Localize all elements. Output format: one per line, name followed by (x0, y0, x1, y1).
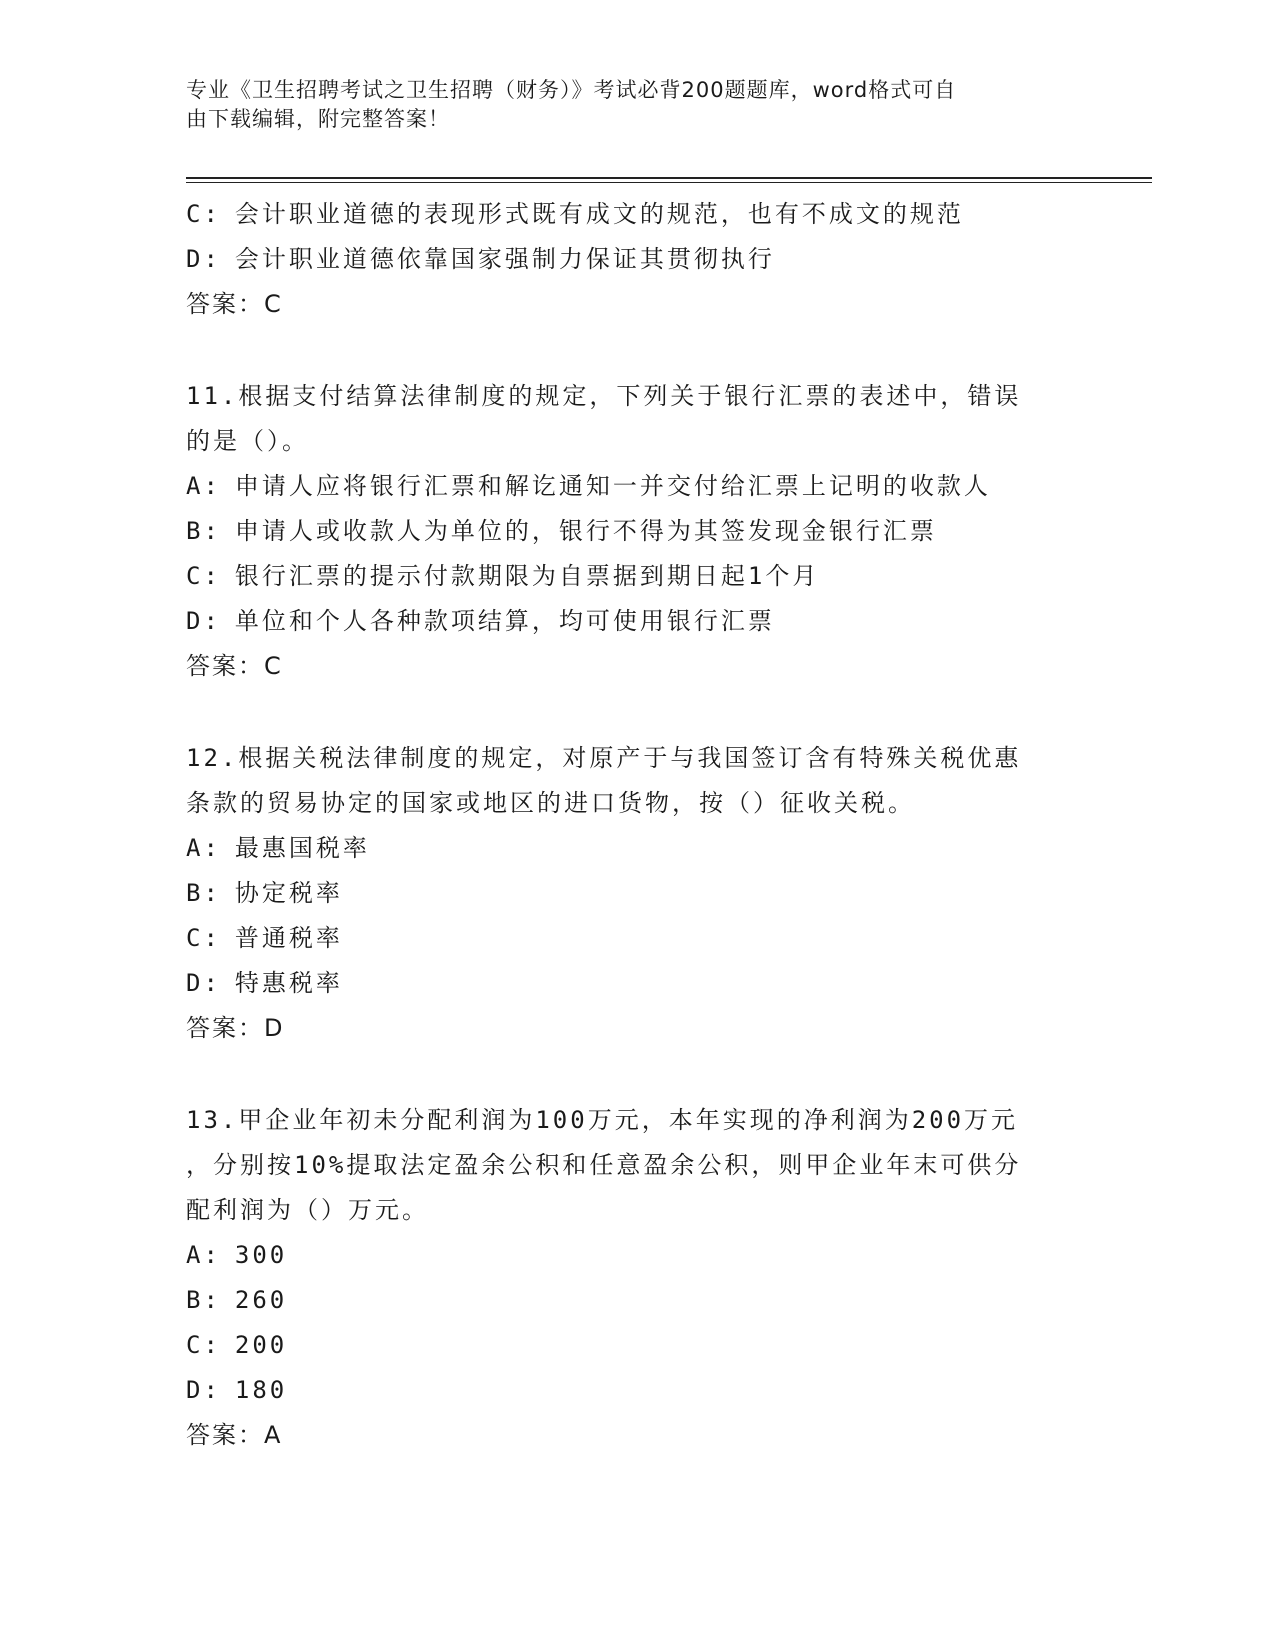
question-11 (186, 374, 1086, 689)
option-text: 银行汇票的提示付款期限为自票据到期日起1个月 (234, 562, 820, 590)
option-d (186, 237, 1086, 282)
header-title-line-1: 专业《卫生招聘考试之卫生招聘（财务）》考试必背200题题库，word格式可自 (186, 78, 957, 102)
question-list (186, 192, 1086, 1458)
option-d (186, 599, 1086, 644)
option-letter: D: (186, 245, 221, 273)
option-text: 会计职业道德依靠国家强制力保证其贯彻执行 (234, 245, 775, 273)
option-text: 260 (234, 1286, 288, 1314)
question-stem: 12.根据关税法律制度的规定，对原产于与我国签订含有特殊关税优惠 (186, 744, 1022, 772)
document-header (186, 76, 1066, 134)
option-b (186, 1278, 1086, 1323)
option-a (186, 464, 1086, 509)
option-c (186, 916, 1086, 961)
option-letter: A: (186, 472, 221, 500)
option-c (186, 192, 1086, 237)
option-letter: C: (186, 924, 221, 952)
question-stem: 13.甲企业年初未分配利润为100万元，本年实现的净利润为200万元 (186, 1106, 1019, 1134)
option-letter: B: (186, 517, 221, 545)
option-text: 最惠国税率 (234, 834, 370, 862)
option-letter: B: (186, 879, 221, 907)
option-a (186, 1233, 1086, 1278)
option-d (186, 1368, 1086, 1413)
option-b (186, 509, 1086, 554)
option-letter: A: (186, 834, 221, 862)
option-letter: D: (186, 607, 221, 635)
question-stem: 配利润为（）万元。 (186, 1196, 429, 1224)
option-text: 申请人应将银行汇票和解讫通知一并交付给汇票上记明的收款人 (234, 472, 991, 500)
option-text: 200 (234, 1331, 288, 1359)
question-10-continued (186, 192, 1086, 327)
option-text: 协定税率 (234, 879, 343, 907)
answer-line: 答案：C (186, 652, 283, 680)
option-d (186, 961, 1086, 1006)
header-divider-thick (186, 177, 1152, 179)
option-letter: C: (186, 562, 221, 590)
option-letter: C: (186, 1331, 221, 1359)
option-text: 普通税率 (234, 924, 343, 952)
option-text: 180 (234, 1376, 288, 1404)
header-title-line-2: 由下载编辑，附完整答案！ (186, 107, 450, 131)
option-letter: C: (186, 200, 221, 228)
question-stem: 11.根据支付结算法律制度的规定，下列关于银行汇票的表述中，错误 (186, 382, 1022, 410)
question-12 (186, 736, 1086, 1051)
option-letter: D: (186, 969, 221, 997)
option-letter: A: (186, 1241, 221, 1269)
header-divider-thin (186, 182, 1152, 183)
option-text: 单位和个人各种款项结算，均可使用银行汇票 (234, 607, 775, 635)
answer-line: 答案：A (186, 1421, 283, 1449)
option-b (186, 871, 1086, 916)
option-c (186, 1323, 1086, 1368)
question-stem: 条款的贸易协定的国家或地区的进口货物，按（）征收关税。 (186, 789, 915, 817)
option-text: 300 (234, 1241, 288, 1269)
answer-line: 答案：D (186, 1014, 285, 1042)
option-c (186, 554, 1086, 599)
option-letter: B: (186, 1286, 221, 1314)
option-text: 特惠税率 (234, 969, 343, 997)
answer-line: 答案：C (186, 290, 283, 318)
question-stem: ，分别按10%提取法定盈余公积和任意盈余公积，则甲企业年末可供分 (186, 1151, 1022, 1179)
question-13 (186, 1098, 1086, 1458)
option-text: 申请人或收款人为单位的，银行不得为其签发现金银行汇票 (234, 517, 937, 545)
question-stem: 的是（）。 (186, 427, 309, 455)
option-text: 会计职业道德的表现形式既有成文的规范，也有不成文的规范 (234, 200, 964, 228)
option-letter: D: (186, 1376, 221, 1404)
option-a (186, 826, 1086, 871)
